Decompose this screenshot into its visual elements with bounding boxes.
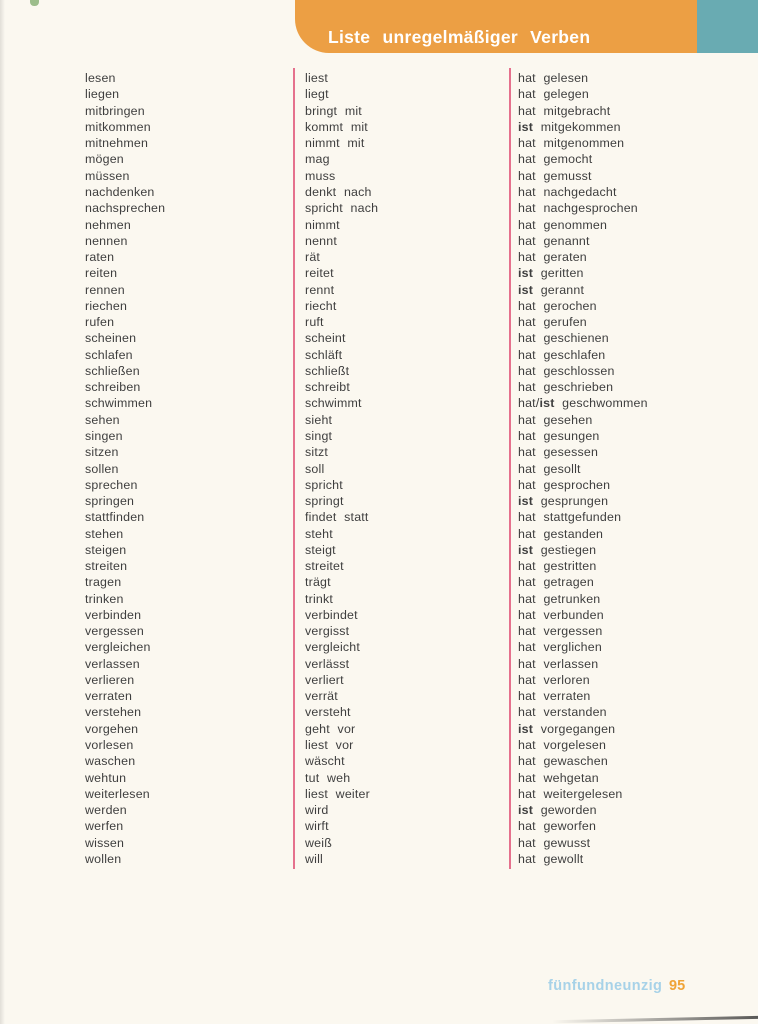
present-cell: trinkt [305,591,334,606]
present-cell: sitzt [305,445,329,460]
perfect-cell: hat weitergelesen [518,786,623,801]
present-cell: wäscht [305,754,345,769]
verb-row [0,704,758,720]
infinitive-cell: streiten [85,559,128,574]
verb-row [0,623,758,639]
verb-row [0,769,758,785]
present-cell: nimmt [305,217,340,232]
infinitive-cell: weiterlesen [85,786,150,801]
infinitive-cell: verbinden [85,607,142,622]
infinitive-cell: waschen [85,754,136,769]
perfect-cell: hat getragen [518,575,594,590]
infinitive-cell: stehen [85,526,124,541]
perfect-cell: hat vorgelesen [518,738,607,753]
page-number: 95 [669,978,686,994]
infinitive-cell: nennen [85,233,128,248]
infinitive-cell: müssen [85,168,130,183]
perfect-cell: hat verbunden [518,607,604,622]
infinitive-cell: verlassen [85,656,140,671]
infinitive-cell: sehen [85,412,120,427]
perfect-cell: hat geschlossen [518,363,615,378]
perfect-cell: ist gerannt [518,282,585,297]
verb-row [0,347,758,363]
verb-row [0,70,758,86]
verb-row [0,818,758,834]
verb-row [0,737,758,753]
verb-row [0,525,758,541]
verb-row [0,330,758,346]
perfect-cell: hat gestritten [518,559,597,574]
verb-row [0,249,758,265]
infinitive-cell: nachsprechen [85,201,166,216]
present-cell: vergisst [305,624,350,639]
infinitive-cell: schwimmen [85,396,153,411]
perfect-cell: ist geworden [518,803,597,818]
present-cell: verbindet [305,607,358,622]
perfect-cell: hat gesungen [518,428,600,443]
infinitive-cell: riechen [85,298,128,313]
verb-row [0,135,758,151]
perfect-cell: hat gelesen [518,71,589,86]
present-cell: spricht [305,477,343,492]
perfect-cell: hat getrunken [518,591,601,606]
perfect-cell: hat gerufen [518,315,587,330]
verb-row [0,834,758,850]
infinitive-cell: reiten [85,266,118,281]
chapter-banner [295,0,697,53]
verb-row [0,216,758,232]
perfect-cell: hat gemocht [518,152,593,167]
verb-row [0,721,758,737]
perfect-cell: ist mitgekommen [518,119,621,134]
infinitive-cell: springen [85,494,135,509]
verb-row [0,509,758,525]
infinitive-cell: werfen [85,819,124,834]
perfect-cell: hat stattgefunden [518,510,622,525]
present-cell: wird [305,803,329,818]
present-cell: reitet [305,266,334,281]
infinitive-cell: mögen [85,152,124,167]
corner-color-tab [697,0,758,53]
page-edge-shadow [552,1016,758,1023]
present-cell: liest weiter [305,786,370,801]
infinitive-cell: nehmen [85,217,131,232]
verb-row [0,444,758,460]
perfect-cell: hat verlassen [518,656,599,671]
infinitive-cell: wehtun [85,770,127,785]
verb-table [0,70,758,867]
verb-row [0,184,758,200]
verb-row [0,542,758,558]
present-cell: weiß [305,835,332,850]
present-cell: versteht [305,705,351,720]
infinitive-cell: vorgehen [85,721,139,736]
infinitive-cell: sitzen [85,445,119,460]
present-cell: will [305,851,324,866]
infinitive-cell: vergleichen [85,640,151,655]
verb-row [0,151,758,167]
verb-row [0,591,758,607]
page-title: Liste unregelmäßiger Verben [328,27,591,47]
infinitive-cell: schreiben [85,380,141,395]
present-cell: geht vor [305,721,356,736]
present-cell: riecht [305,298,337,313]
present-cell: soll [305,461,325,476]
infinitive-cell: scheinen [85,331,137,346]
page-number-word: fünfundneunzig [548,978,663,994]
scan-speck-artifact [30,0,39,6]
present-cell: liest [305,71,329,86]
infinitive-cell: stattfinden [85,510,145,525]
verb-row [0,493,758,509]
infinitive-cell: lesen [85,71,116,86]
perfect-cell: hat geworfen [518,819,597,834]
verb-row [0,168,758,184]
perfect-cell: hat geraten [518,250,587,265]
present-cell: denkt nach [305,184,372,199]
present-cell: nennt [305,233,338,248]
verb-row [0,298,758,314]
perfect-cell: hat verstanden [518,705,607,720]
perfect-cell: hat vergessen [518,624,603,639]
infinitive-cell: vergessen [85,624,144,639]
perfect-cell: hat gesprochen [518,477,611,492]
verb-row [0,688,758,704]
perfect-cell: hat genannt [518,233,590,248]
verb-row [0,639,758,655]
perfect-cell: hat gerochen [518,298,597,313]
infinitive-cell: wissen [85,835,125,850]
present-cell: muss [305,168,336,183]
verb-row [0,428,758,444]
verb-row [0,119,758,135]
infinitive-cell: verraten [85,689,133,704]
present-cell: schläft [305,347,343,362]
present-cell: wirft [305,819,329,834]
verb-row [0,607,758,623]
infinitive-cell: mitkommen [85,119,151,134]
present-cell: liegt [305,87,329,102]
perfect-cell: hat geschrieben [518,380,614,395]
verb-row [0,86,758,102]
verb-row [0,233,758,249]
perfect-cell: ist geritten [518,266,584,281]
infinitive-cell: schließen [85,363,140,378]
infinitive-cell: sprechen [85,477,138,492]
infinitive-cell: mitnehmen [85,136,149,151]
perfect-cell: hat gesehen [518,412,593,427]
perfect-cell: ist vorgegangen [518,721,616,736]
verb-row [0,672,758,688]
verb-row [0,281,758,297]
infinitive-cell: werden [85,803,127,818]
verb-row [0,786,758,802]
verb-row [0,558,758,574]
perfect-cell: hat gestanden [518,526,604,541]
infinitive-cell: schlafen [85,347,133,362]
verb-row [0,851,758,867]
perfect-cell: hat mitgenommen [518,136,625,151]
verb-row [0,314,758,330]
infinitive-cell: rennen [85,282,125,297]
verb-row [0,802,758,818]
verb-row [0,265,758,281]
infinitive-cell: tragen [85,575,122,590]
verb-row [0,200,758,216]
perfect-cell: hat gewollt [518,851,584,866]
present-cell: schreibt [305,380,350,395]
infinitive-cell: verlieren [85,672,135,687]
perfect-cell: hat wehgetan [518,770,599,785]
present-cell: schwimmt [305,396,362,411]
present-cell: rät [305,250,321,265]
present-cell: spricht nach [305,201,379,216]
perfect-cell: hat verraten [518,689,591,704]
present-cell: sieht [305,412,333,427]
verb-row [0,395,758,411]
infinitive-cell: sollen [85,461,119,476]
perfect-cell: hat nachgedacht [518,184,617,199]
present-cell: ruft [305,315,324,330]
present-cell: tut weh [305,770,351,785]
verb-row [0,103,758,119]
perfect-cell: hat gelegen [518,87,589,102]
infinitive-cell: trinken [85,591,124,606]
present-cell: kommt mit [305,119,368,134]
present-cell: streitet [305,559,344,574]
perfect-cell: hat verloren [518,672,590,687]
present-cell: verlässt [305,656,350,671]
present-cell: vergleicht [305,640,361,655]
infinitive-cell: singen [85,428,123,443]
verb-row [0,656,758,672]
verb-row [0,574,758,590]
perfect-cell: hat gemusst [518,168,592,183]
present-cell: trägt [305,575,331,590]
perfect-cell: hat gesessen [518,445,599,460]
present-cell: liest vor [305,738,354,753]
perfect-cell: hat genommen [518,217,608,232]
infinitive-cell: verstehen [85,705,142,720]
verb-row [0,460,758,476]
perfect-cell: hat geschlafen [518,347,606,362]
present-cell: nimmt mit [305,136,365,151]
perfect-cell: hat/ist geschwommen [518,396,648,411]
verb-row [0,363,758,379]
present-cell: mag [305,152,330,167]
verb-row [0,477,758,493]
present-cell: verliert [305,672,344,687]
perfect-cell: hat gewaschen [518,754,608,769]
infinitive-cell: vorlesen [85,738,134,753]
infinitive-cell: nachdenken [85,184,155,199]
perfect-cell: ist gesprungen [518,494,609,509]
perfect-cell: hat nachgesprochen [518,201,638,216]
present-cell: singt [305,428,333,443]
verb-row [0,412,758,428]
present-cell: rennt [305,282,335,297]
perfect-cell: hat mitgebracht [518,103,611,118]
infinitive-cell: raten [85,250,115,265]
perfect-cell: ist gestiegen [518,542,597,557]
present-cell: schließt [305,363,350,378]
present-cell: verrät [305,689,338,704]
present-cell: bringt mit [305,103,362,118]
verb-row [0,379,758,395]
infinitive-cell: mitbringen [85,103,145,118]
infinitive-cell: liegen [85,87,120,102]
present-cell: scheint [305,331,346,346]
infinitive-cell: rufen [85,315,115,330]
infinitive-cell: steigen [85,542,127,557]
perfect-cell: hat gesollt [518,461,581,476]
verb-row [0,753,758,769]
perfect-cell: hat gewusst [518,835,591,850]
perfect-cell: hat verglichen [518,640,602,655]
present-cell: steigt [305,542,336,557]
present-cell: findet statt [305,510,369,525]
present-cell: steht [305,526,333,541]
present-cell: springt [305,494,344,509]
perfect-cell: hat geschienen [518,331,609,346]
infinitive-cell: wollen [85,851,122,866]
